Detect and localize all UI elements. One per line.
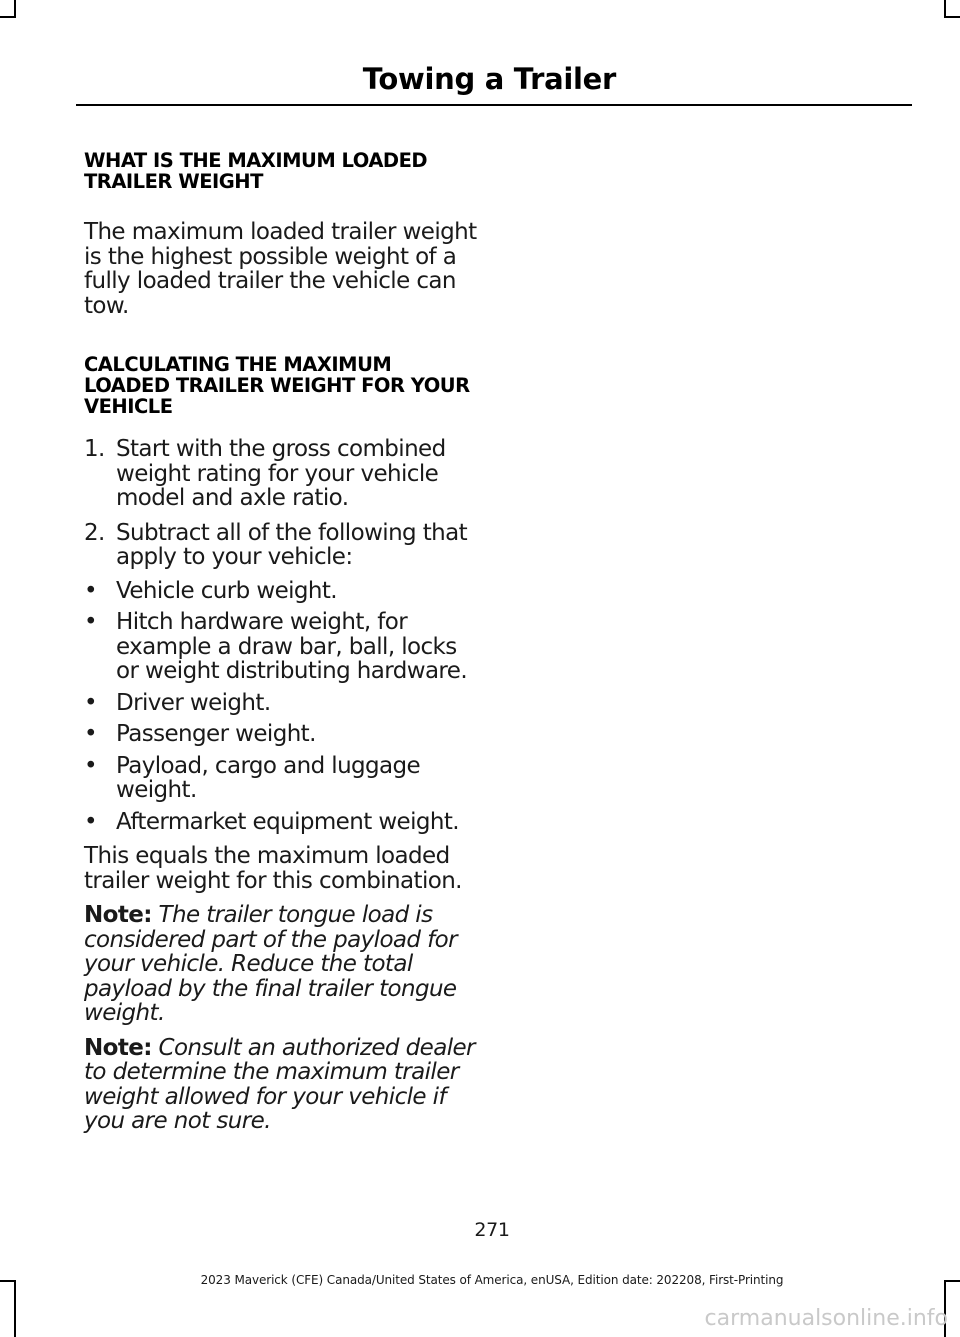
section-heading: WHAT IS THE MAXIMUM LOADED TRAILER WEIGHT xyxy=(84,149,428,193)
bullet-marker: • xyxy=(84,808,97,835)
note xyxy=(84,1036,479,1134)
bullet-marker: • xyxy=(84,689,97,716)
bullet-item xyxy=(84,579,479,604)
note-text: The trailer tongue load is considered part of the payload for your vehicle. Reduce the total payload by the final trailer tongue weight. xyxy=(84,902,457,1026)
header-divider xyxy=(76,104,912,106)
bullet-marker: • xyxy=(84,721,97,747)
note-text: Consult an authorized dealer to determine the maximum trailer weight allowed for your vehicle if you are not sure. xyxy=(84,1034,475,1134)
bullet-text: Driver weight. xyxy=(116,689,271,716)
paragraph: The maximum loaded trailer weight is the highest possible weight of a fully loaded trailer the vehicle can tow. xyxy=(84,219,477,319)
list-item-text: Subtract all of the following that apply to your vehicle: xyxy=(116,519,468,570)
crop-mark xyxy=(0,16,16,18)
crop-mark xyxy=(14,1280,16,1337)
bullet-text: Vehicle curb weight. xyxy=(116,577,338,604)
paragraph: This equals the maximum loaded trailer weight for this combination. xyxy=(84,843,462,894)
content-column xyxy=(84,150,479,1134)
page-number: 271 xyxy=(474,1219,510,1241)
bullet-item xyxy=(84,722,479,747)
edition-footer: 2023 Maverick (CFE) Canada/United States of America, enUSA, Edition date: 202208, First-Printing xyxy=(200,1273,784,1287)
bullet-item xyxy=(84,691,479,716)
crop-mark xyxy=(944,16,960,18)
note-label: Note: xyxy=(84,902,152,928)
bullet-text: Aftermarket equipment weight. xyxy=(116,808,459,835)
bullet-text: Passenger weight. xyxy=(116,721,316,747)
bullet-marker: • xyxy=(84,609,97,635)
bullet-text: Hitch hardware weight, for example a draw bar, ball, locks or weight distributing hardware. xyxy=(116,609,468,684)
page-title: Towing a Trailer xyxy=(362,62,616,96)
bullet-marker: • xyxy=(84,577,97,604)
list-marker: 1. xyxy=(84,436,105,462)
bullet-item xyxy=(84,610,479,684)
bullet-text: Payload, cargo and luggage weight. xyxy=(116,752,421,803)
list-item xyxy=(84,437,479,511)
list-marker: 2. xyxy=(84,519,105,546)
bullet-item xyxy=(84,810,479,835)
note xyxy=(84,903,479,1026)
watermark: carmanualsonline.info xyxy=(704,1306,948,1331)
bullet-marker: • xyxy=(84,752,97,779)
list-item-text: Start with the gross combined weight rating for your vehicle model and axle ratio. xyxy=(116,436,446,511)
section-heading: CALCULATING THE MAXIMUM LOADED TRAILER WEIGHT FOR YOUR VEHICLE xyxy=(84,353,470,418)
note-label: Note: xyxy=(84,1034,152,1061)
list-item xyxy=(84,521,479,570)
bullet-item xyxy=(84,754,479,803)
